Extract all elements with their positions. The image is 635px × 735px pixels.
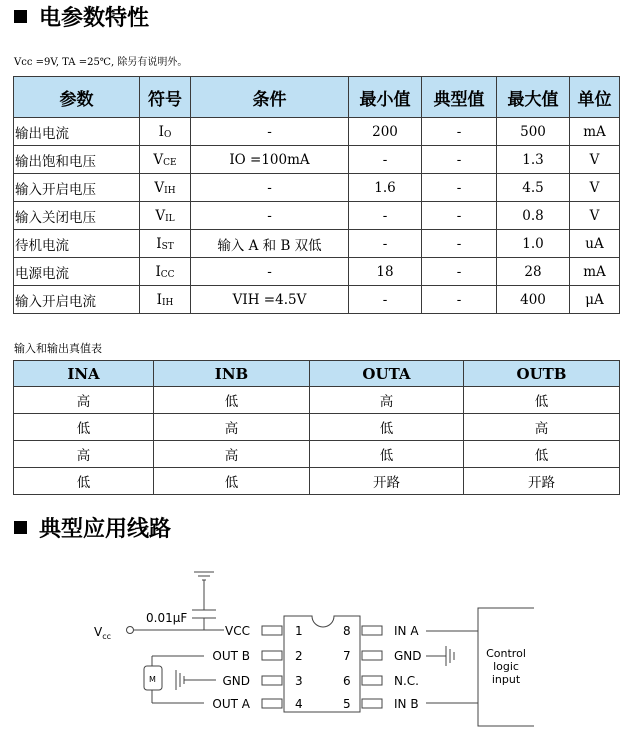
truth-cell: 低 (310, 414, 464, 441)
param-name: 输出电流 (14, 118, 140, 146)
application-circuit-diagram (0, 560, 635, 735)
param-min: - (349, 286, 422, 314)
params-row (14, 202, 620, 230)
param-name: 输入开启电流 (14, 286, 140, 314)
truth-table-caption: 输入和输出真值表 (14, 342, 102, 355)
truth-cell: 高 (14, 387, 154, 414)
symbol-subscript: IL (165, 213, 175, 224)
symbol-subscript: O (163, 129, 172, 140)
truth-cell: 低 (154, 387, 310, 414)
param-condition: - (191, 202, 349, 230)
params-table (13, 76, 620, 314)
header-unit: 单位 (570, 77, 620, 118)
param-condition: IO =100mA (191, 146, 349, 174)
param-symbol (140, 258, 191, 286)
param-max: 500 (497, 118, 570, 146)
param-symbol (140, 174, 191, 202)
param-typ: - (422, 118, 497, 146)
left-pin-number: 4 (295, 697, 303, 711)
left-pin-number: 3 (295, 674, 303, 688)
section-title-application (14, 517, 171, 543)
truth-row (14, 387, 620, 414)
left-pin-name: GND (222, 674, 250, 688)
symbol-main: I (158, 123, 164, 140)
param-name: 待机电流 (14, 230, 140, 258)
conditions-note: Vcc =9V, TA =25℃, 除另有说明外。 (14, 57, 188, 68)
param-typ: - (422, 202, 497, 230)
param-unit: mA (570, 258, 620, 286)
param-min: - (349, 202, 422, 230)
symbol-main: I (156, 235, 162, 252)
param-max: 28 (497, 258, 570, 286)
symbol-main: V (154, 179, 165, 196)
param-typ: - (422, 258, 497, 286)
section-title-text: 典型应用线路 (39, 517, 172, 542)
right-pin-name: IN B (394, 697, 419, 711)
symbol-subscript: ST (161, 241, 174, 252)
control-box-line2: logic (493, 660, 519, 673)
truth-table (13, 360, 620, 495)
header-max: 最大值 (497, 77, 570, 118)
param-min: - (349, 146, 422, 174)
param-max: 1.0 (497, 230, 570, 258)
symbol-main: V (153, 151, 164, 168)
truth-cell: 低 (464, 441, 620, 468)
param-max: 400 (497, 286, 570, 314)
truth-cell: 低 (154, 468, 310, 495)
header-outb: OUTB (464, 361, 620, 387)
param-max: 0.8 (497, 202, 570, 230)
truth-cell: 低 (310, 441, 464, 468)
param-typ: - (422, 174, 497, 202)
param-typ: - (422, 286, 497, 314)
params-row (14, 174, 620, 202)
symbol-main: I (156, 291, 162, 308)
truth-cell: 高 (310, 387, 464, 414)
symbol-subscript: IH (161, 297, 174, 308)
param-min: 200 (349, 118, 422, 146)
right-pin-number: 8 (343, 624, 351, 638)
symbol-subscript: IH (164, 185, 176, 196)
param-unit: mA (570, 118, 620, 146)
param-condition: 输入 A 和 B 双低 (191, 230, 349, 258)
param-condition: - (191, 174, 349, 202)
params-row (14, 118, 620, 146)
left-pin-name: OUT B (212, 649, 250, 663)
motor-label: M (149, 675, 156, 684)
param-symbol (140, 118, 191, 146)
truth-row (14, 414, 620, 441)
truth-cell: 高 (154, 414, 310, 441)
header-symbol: 符号 (140, 77, 191, 118)
symbol-subscript: CE (163, 157, 177, 168)
param-name: 输入开启电压 (14, 174, 140, 202)
right-pin-number: 6 (343, 674, 351, 688)
param-max: 4.5 (497, 174, 570, 202)
param-condition: - (191, 258, 349, 286)
symbol-main: V (155, 207, 166, 224)
vcc-supply-label: $V_{cc}$ (94, 625, 112, 641)
left-pin-number: 1 (295, 624, 303, 638)
params-row (14, 230, 620, 258)
param-condition: - (191, 118, 349, 146)
left-pin-name: OUT A (212, 697, 250, 711)
params-row (14, 258, 620, 286)
truth-cell: 低 (14, 468, 154, 495)
square-bullet-icon (14, 10, 27, 23)
truth-cell: 高 (14, 441, 154, 468)
capacitor-label: 0.01μF (146, 611, 188, 625)
right-pin-number: 5 (343, 697, 351, 711)
param-min: 18 (349, 258, 422, 286)
param-unit: V (570, 202, 620, 230)
param-unit: V (570, 146, 620, 174)
right-pin-name: N.C. (394, 674, 419, 688)
param-min: - (349, 230, 422, 258)
param-max: 1.3 (497, 146, 570, 174)
truth-cell: 开路 (464, 468, 620, 495)
left-pin-number: 2 (295, 649, 303, 663)
symbol-subscript: CC (160, 269, 175, 280)
truth-cell: 低 (464, 387, 620, 414)
param-symbol (140, 286, 191, 314)
header-ina: INA (14, 361, 154, 387)
truth-cell: 高 (464, 414, 620, 441)
param-unit: uA (570, 230, 620, 258)
header-param: 参数 (14, 77, 140, 118)
truth-cell: 开路 (310, 468, 464, 495)
param-symbol (140, 230, 191, 258)
truth-row (14, 441, 620, 468)
control-box-line3: input (491, 673, 521, 686)
param-name: 输出饱和电压 (14, 146, 140, 174)
param-symbol (140, 146, 191, 174)
truth-row (14, 468, 620, 495)
header-inb: INB (154, 361, 310, 387)
param-unit: V (570, 174, 620, 202)
symbol-main: I (155, 263, 161, 280)
truth-cell: 高 (154, 441, 310, 468)
param-symbol (140, 202, 191, 230)
header-outa: OUTA (310, 361, 464, 387)
param-typ: - (422, 146, 497, 174)
right-pin-name: GND (394, 649, 422, 663)
header-typ: 典型值 (422, 77, 497, 118)
params-row (14, 146, 620, 174)
header-condition: 条件 (191, 77, 349, 118)
param-condition: VIH =4.5V (191, 286, 349, 314)
truth-header-row (14, 361, 620, 387)
param-name: 输入关闭电压 (14, 202, 140, 230)
section-title-text: 电参数特性 (39, 6, 150, 31)
header-min: 最小值 (349, 77, 422, 118)
square-bullet-icon (14, 521, 27, 534)
truth-cell: 低 (14, 414, 154, 441)
right-pin-number: 7 (343, 649, 351, 663)
params-row (14, 286, 620, 314)
left-pin-name: VCC (225, 624, 250, 638)
params-header-row (14, 77, 620, 118)
param-typ: - (422, 230, 497, 258)
param-name: 电源电流 (14, 258, 140, 286)
param-unit: μA (570, 286, 620, 314)
right-pin-name: IN A (394, 624, 419, 638)
param-min: 1.6 (349, 174, 422, 202)
control-box-line1: Control (486, 647, 526, 660)
section-title-electrical (14, 6, 149, 32)
